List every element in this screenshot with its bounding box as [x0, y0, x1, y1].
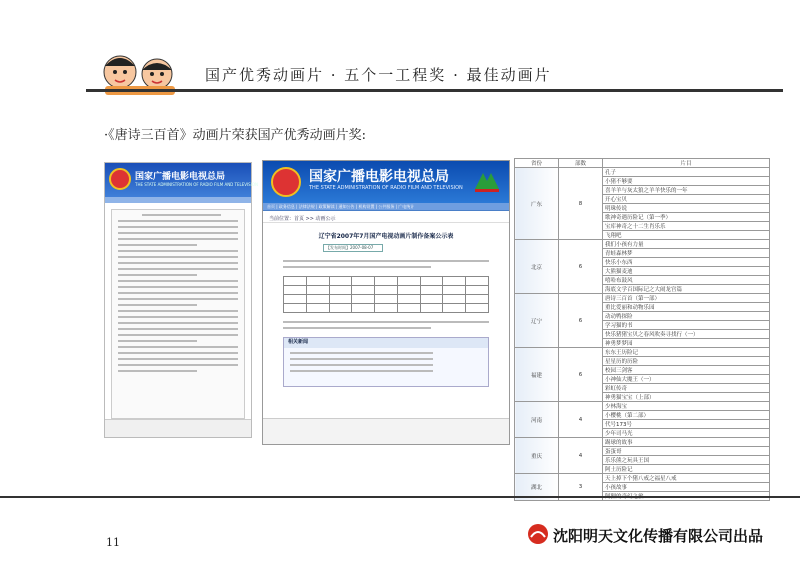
- screenshot-middle-document: [262, 160, 510, 445]
- count-cell: 4: [559, 438, 603, 474]
- page-number: 11: [106, 536, 120, 549]
- left-doc-banner: [105, 163, 259, 197]
- left-doc-nav: [105, 197, 251, 203]
- sarft-logo-icon: [473, 169, 501, 193]
- table-row: [515, 168, 770, 177]
- company-credit: [527, 522, 787, 546]
- mid-doc-nav: [263, 203, 509, 211]
- title-cell: 蛋蛋哥: [603, 447, 770, 456]
- left-doc-footer: [105, 419, 251, 437]
- column-header-province: 省份: [515, 159, 559, 168]
- title-cell: 学习猫的书: [603, 321, 770, 330]
- left-doc-banner-title: 国家广播电影电视总局: [135, 172, 226, 182]
- title-cell: 少年司马光: [603, 429, 770, 438]
- count-cell: 6: [559, 348, 603, 402]
- title-cell: 唐诗三百首（第一部）: [603, 294, 770, 303]
- province-cell: 北京: [515, 240, 559, 294]
- title-cell: 孔子: [603, 168, 770, 177]
- title-cell: 动动鸭探险: [603, 312, 770, 321]
- header-divider: [86, 89, 783, 92]
- title-cell: 少林海宝: [603, 402, 770, 411]
- left-doc-page-body: [111, 209, 245, 419]
- national-emblem-icon: [109, 168, 131, 190]
- title-cell: 星星历的历险: [603, 357, 770, 366]
- table-row: [515, 348, 770, 357]
- province-cell: 广东: [515, 168, 559, 240]
- mid-doc-title: 辽宁省2007年7月国产电视动画片制作备案公示表: [318, 233, 454, 240]
- table-row: [515, 438, 770, 447]
- page-header: [0, 0, 800, 100]
- national-emblem-icon: [271, 167, 301, 197]
- title-cell: 快乐小东西: [603, 258, 770, 267]
- title-cell: 飞翔吧: [603, 231, 770, 240]
- province-cell: 河南: [515, 402, 559, 438]
- mid-doc-related-news-title: 相关新闻: [284, 338, 488, 348]
- mid-doc-publish-label: 【发布时间】2007-08-07: [323, 244, 383, 252]
- province-cell: 辽宁: [515, 294, 559, 348]
- title-cell: 青蛙森林梦: [603, 249, 770, 258]
- title-cell: 我们小孩有力量: [603, 240, 770, 249]
- province-cell: 湖北: [515, 474, 559, 501]
- title-cell: 快乐猪猪宝贝之春风吹奏寻找行（一）: [603, 330, 770, 339]
- title-cell: 开心宝贝: [603, 195, 770, 204]
- mid-doc-banner-title: 国家广播电影电视总局: [309, 169, 449, 185]
- title-cell: 校园三剑客: [603, 366, 770, 375]
- intro-text: ·《唐诗三百首》动画片荣获国产优秀动画片奖:: [104, 128, 367, 143]
- title-cell: 大熊猫麦迪: [603, 267, 770, 276]
- title-cell: 神勇梦梦园: [603, 339, 770, 348]
- table-row: [515, 402, 770, 411]
- count-cell: 6: [559, 294, 603, 348]
- title-cell: 明珠传说: [603, 204, 770, 213]
- table-row: [515, 294, 770, 303]
- left-doc-banner-subtitle: THE STATE ADMINISTRATION OF RADIO FILM AND TELEVISION: [135, 182, 259, 187]
- count-cell: 8: [559, 168, 603, 240]
- title-cell: 小孩故事: [603, 483, 770, 492]
- title-cell: 踢球的故事: [603, 438, 770, 447]
- title-cell: 海底文学百国际记之大闹龙宫篇: [603, 285, 770, 294]
- page-title: 国产优秀动画片 · 五个一工程奖 · 最佳动画片: [205, 66, 552, 84]
- title-cell: 彩虹传奇: [603, 384, 770, 393]
- column-header-titles: 片目: [603, 159, 770, 168]
- title-cell: 阿土历险记: [603, 465, 770, 474]
- mid-doc-banner-subtitle: THE STATE ADMINISTRATION OF RADIO FILM AND TELEVISION: [309, 185, 463, 191]
- title-cell: 小樱桃（第二部）: [603, 411, 770, 420]
- count-cell: 3: [559, 474, 603, 501]
- count-cell: 6: [559, 240, 603, 294]
- table-row: [515, 240, 770, 249]
- province-cell: 重庆: [515, 438, 559, 474]
- province-cell: 福建: [515, 348, 559, 402]
- title-cell: 小猪不够要: [603, 177, 770, 186]
- title-cell: 乐乐熊之玩具王国: [603, 456, 770, 465]
- province-animation-table: [514, 158, 770, 491]
- company-logo-icon: [527, 523, 549, 545]
- table-row: [515, 474, 770, 483]
- title-cell: 天上掉下个猪八戒之福星八戒: [603, 474, 770, 483]
- screenshot-left-document: [104, 162, 259, 438]
- title-cell: 重比爱丽和动物乐园: [603, 303, 770, 312]
- title-cell: 神勇猫宝宝（上部）: [603, 393, 770, 402]
- column-header-count: 部数: [559, 159, 603, 168]
- title-cell: 东东王历险记: [603, 348, 770, 357]
- mid-doc-related-news: [283, 337, 489, 387]
- title-cell: 嘻哈布鼓风: [603, 276, 770, 285]
- mid-doc-breadcrumb: 当前位置：首页 >> 动画公示: [263, 211, 509, 223]
- title-cell: 喜羊羊与灰太狼之羊羊快乐的一年: [603, 186, 770, 195]
- count-cell: 4: [559, 402, 603, 438]
- footer-divider: [0, 496, 800, 498]
- title-cell: 代号173号: [603, 420, 770, 429]
- company-name: 沈阳明天文化传播有限公司出品: [553, 527, 764, 545]
- mid-doc-record-table: [283, 276, 489, 313]
- title-cell: 小神仙大魔王（一）: [603, 375, 770, 384]
- title-cell: 歌神奇遇历险记（第一季）: [603, 213, 770, 222]
- mid-doc-footer: [263, 418, 509, 444]
- mid-doc-nav-text: 首页 | 政务信息 | 法律法规 | 政策解读 | 通知公告 | 机构设置 | 公共服务 | 广电统计: [267, 204, 415, 209]
- mid-doc-banner: [263, 161, 509, 203]
- title-cell: 宝库神奇之十二生肖乐乐: [603, 222, 770, 231]
